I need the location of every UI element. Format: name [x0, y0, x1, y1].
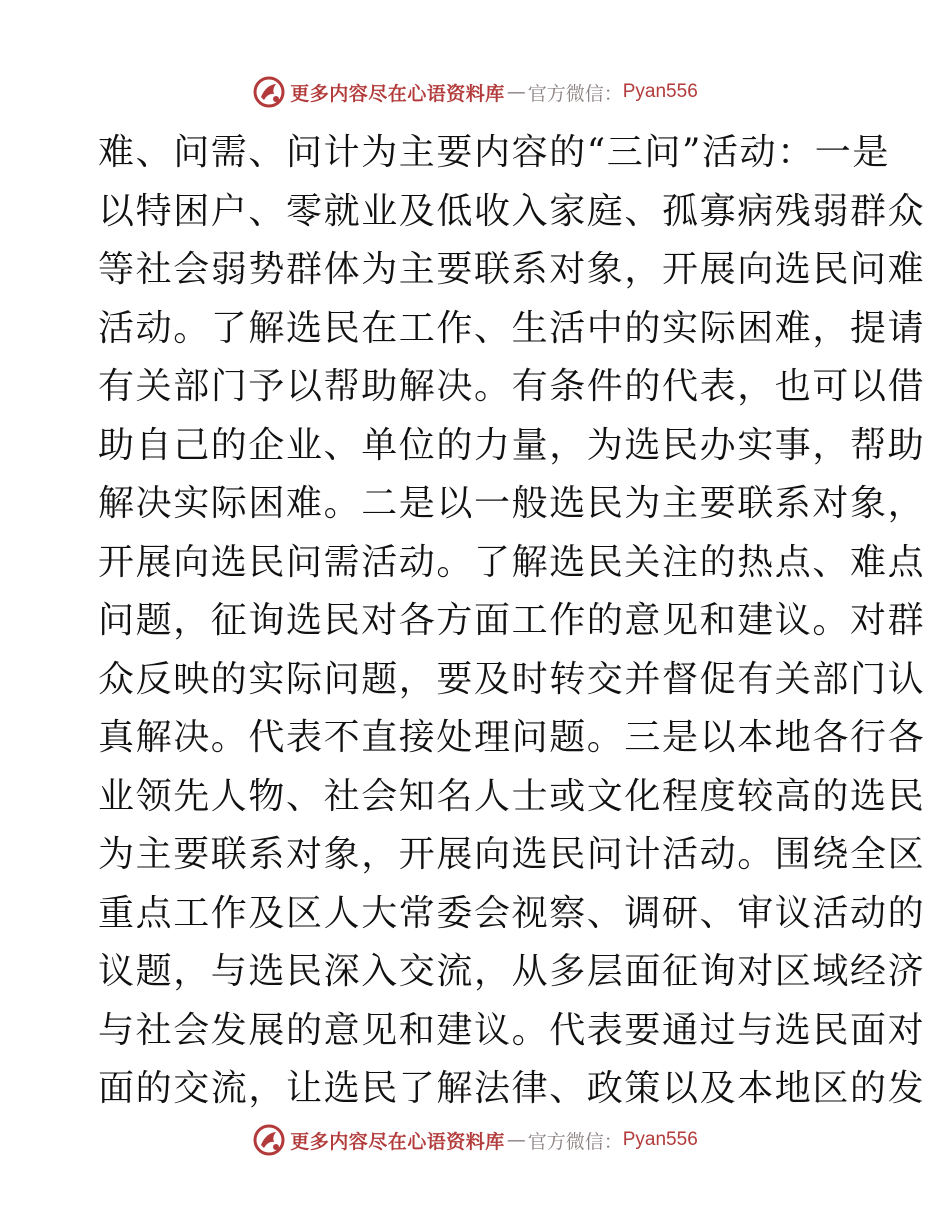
banner-wechat-id: Pyan556 — [622, 81, 698, 102]
document-body — [98, 124, 926, 1119]
text-line: 重点工作及区人大常委会视察、调研、审议活动的 — [98, 892, 926, 934]
footer-banner — [0, 1120, 950, 1160]
banner-title: 更多内容尽在心语资料库 — [290, 82, 505, 105]
text-line: 以特困户、零就业及低收入家庭、孤寡病残弱群众 — [98, 190, 926, 232]
text-line: 真解决。代表不直接处理问题。三是以本地各行各 — [98, 717, 926, 758]
text-line: 为主要联系对象，开展向选民问计活动。围绕全区 — [98, 834, 926, 875]
text-line: 解决实际困难。二是以一般选民为主要联系对象， — [98, 483, 926, 524]
banner-wechat-label: 官方微信： — [527, 82, 623, 105]
text-line: 议题，与选民深入交流，从多层面征询对区域经济 — [98, 951, 926, 992]
banner-separator: — — [506, 81, 526, 103]
text-line: 与社会发展的意见和建议。代表要通过与选民面对 — [98, 1009, 926, 1051]
header-banner — [0, 72, 950, 112]
text-line: 活动。了解选民在工作、生活中的实际困难，提请 — [98, 307, 926, 349]
text-line: 问题，征询选民对各方面工作的意见和建议。对群 — [98, 600, 926, 641]
banner-title: 更多内容尽在心语资料库 — [290, 1130, 505, 1153]
text-line: 业领先人物、社会知名人士或文化程度较高的选民 — [98, 775, 926, 817]
banner-wechat-id: Pyan556 — [622, 1129, 698, 1150]
text-line: 助自己的企业、单位的力量，为选民办实事，帮助 — [98, 424, 926, 466]
text-line: 有关部门予以帮助解决。有条件的代表，也可以借 — [98, 366, 926, 407]
brand-logo-icon — [252, 75, 286, 109]
banner-wechat-label: 官方微信： — [527, 1130, 623, 1153]
text-line: 难、问需、问计为主要内容的“三问”活动：一是 — [98, 132, 891, 173]
brand-logo-icon — [252, 1123, 286, 1157]
text-line: 众反映的实际问题，要及时转交并督促有关部门认 — [98, 658, 926, 700]
text-line: 面的交流，让选民了解法律、政策以及本地区的发 — [98, 1068, 926, 1109]
text-line: 开展向选民问需活动。了解选民关注的热点、难点 — [98, 541, 926, 583]
banner-separator: — — [506, 1129, 526, 1151]
text-line: 等社会弱势群体为主要联系对象，开展向选民问难 — [98, 249, 926, 290]
